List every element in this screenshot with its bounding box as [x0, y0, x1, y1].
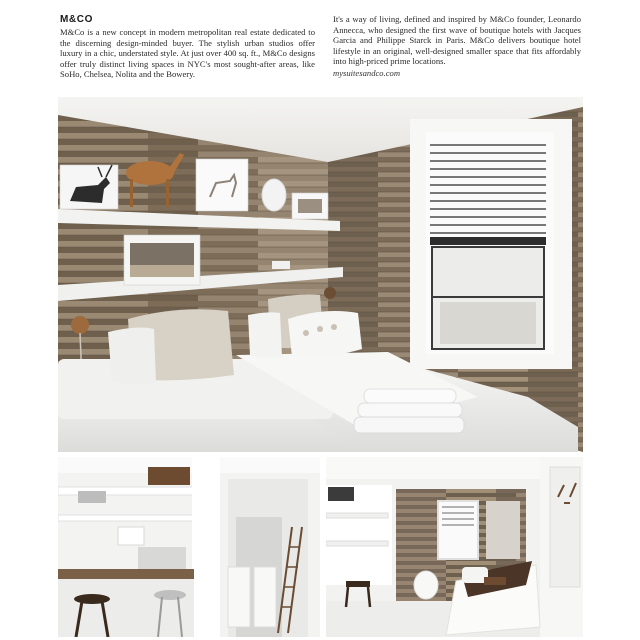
website-link[interactable]: mysuitesandco.com	[333, 67, 401, 78]
bedroom-photo	[58, 97, 583, 452]
kitchen-photo	[58, 457, 320, 637]
left-text-column	[60, 14, 315, 80]
brand-heading: M&CO	[60, 14, 93, 25]
right-text-column	[333, 14, 581, 79]
living-room-photo	[326, 457, 583, 637]
left-paragraph: M&Co is a new concept in modern metropolitan real estate dedicated to the discerning design-minded buyer. The stylish urban studios offer luxury in a chic, understated style. At just over 400 sq. ft., M&Co designs offer truly distinct living spaces in NYC's most sought-after areas, like SoHo, Chelsea, Nolita and the Bowery.	[60, 27, 315, 80]
right-paragraph: It's a way of living, defined and inspired by M&Co founder, Leonardo Annecca, who designed the first wave of boutique hotels with Jacques Garcia and Philippe Starck in Paris. M&Co delivers boutique hotel lifestyle in an original, well-designed smaller space that fits affordably into high-priced prime locations.	[333, 14, 581, 67]
